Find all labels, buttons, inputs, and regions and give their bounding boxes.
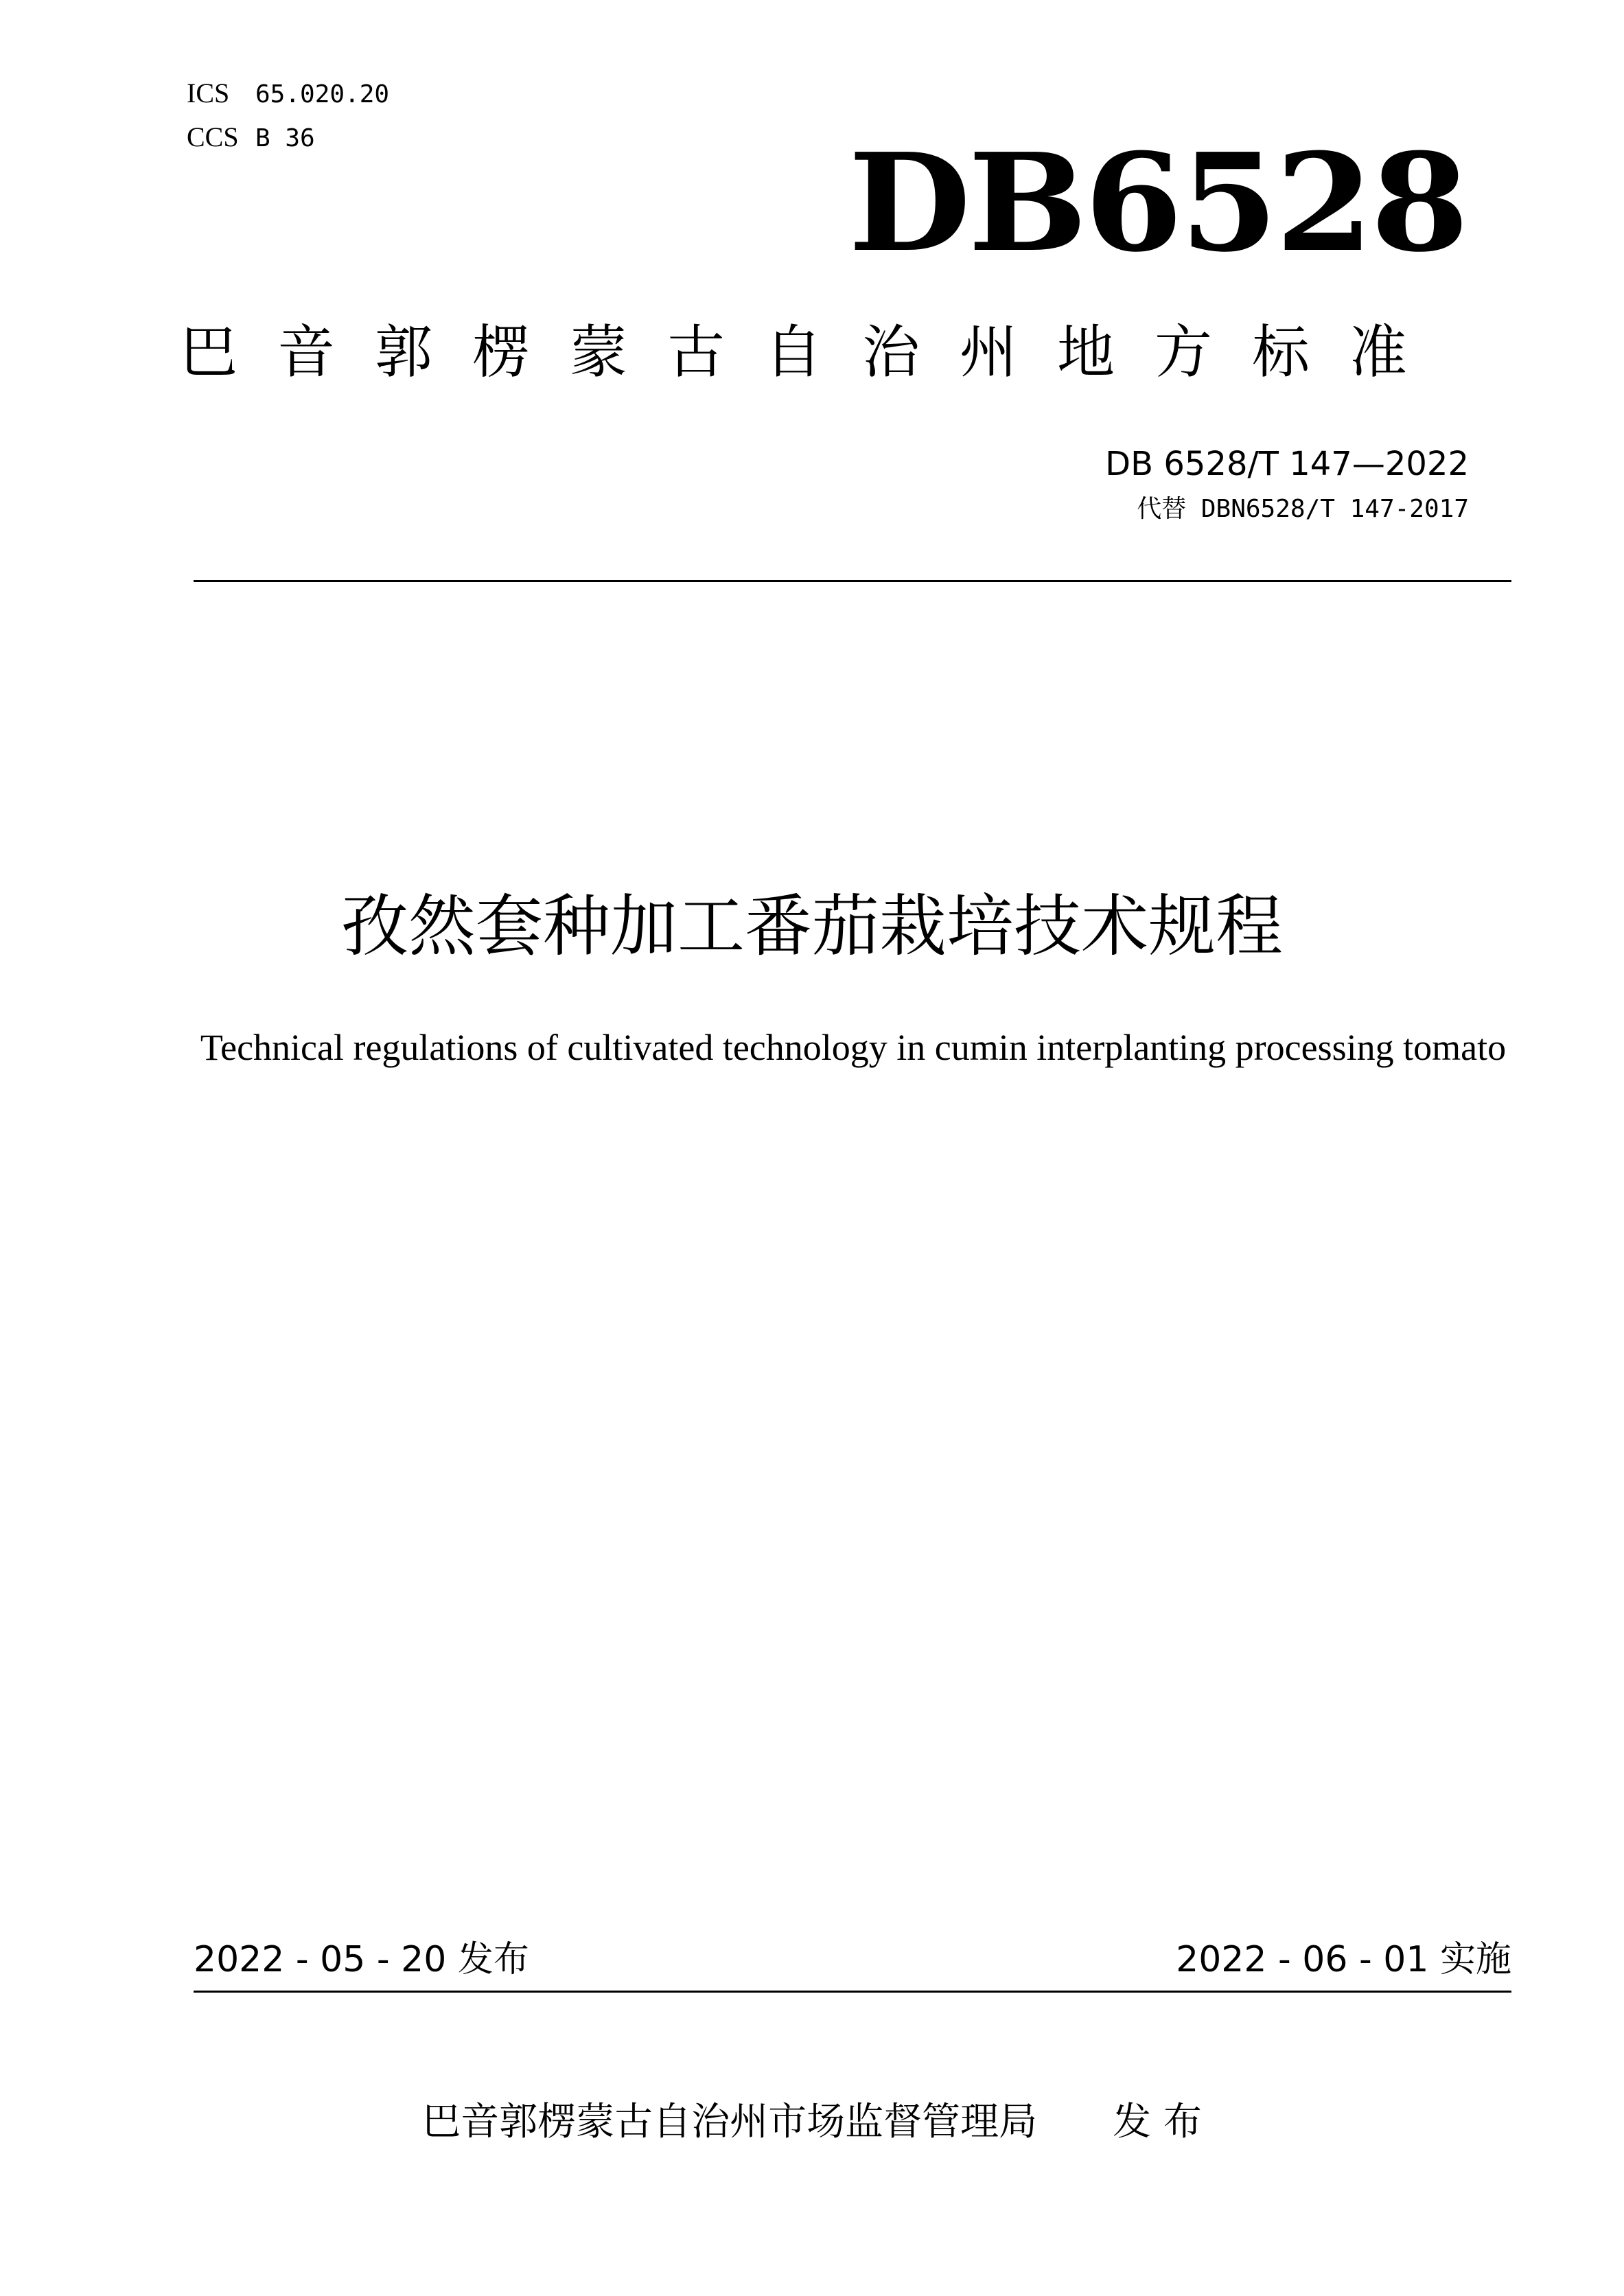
standard-code: DB 6528/T 147—2022 [1105,445,1469,483]
publisher-name: 巴音郭楞蒙古自治州市场监督管理局 [422,2100,1038,2144]
db-logo: DB6528 [848,124,1466,282]
ics-label: ICS [187,78,230,108]
title-english: Technical regulations of cultivated technology in cumin interplanting processing tomato [200,1027,1507,1068]
implementation-date: 2022 - 06 - 01 实施 [1176,1939,1511,1980]
publisher-line [0,2095,1624,2150]
replaces-code: 代替 DBN6528/T 147-2017 [1137,495,1469,523]
bottom-divider [194,1991,1511,1993]
issue-date: 2022 - 05 - 20 发布 [194,1939,529,1980]
ccs-label: CCS [187,121,239,152]
ccs-value: B 36 [255,124,315,152]
publisher-action: 发 布 [1113,2100,1202,2144]
ics-value: 65.020.20 [255,80,390,108]
ccs-line [187,121,315,155]
agency-title: 巴音郭楞蒙古自治州地方标准 [180,318,1448,386]
title-chinese: 孜然套种加工番茄栽培技术规程 [340,888,1283,966]
ics-line [187,77,389,111]
top-divider [194,580,1511,582]
